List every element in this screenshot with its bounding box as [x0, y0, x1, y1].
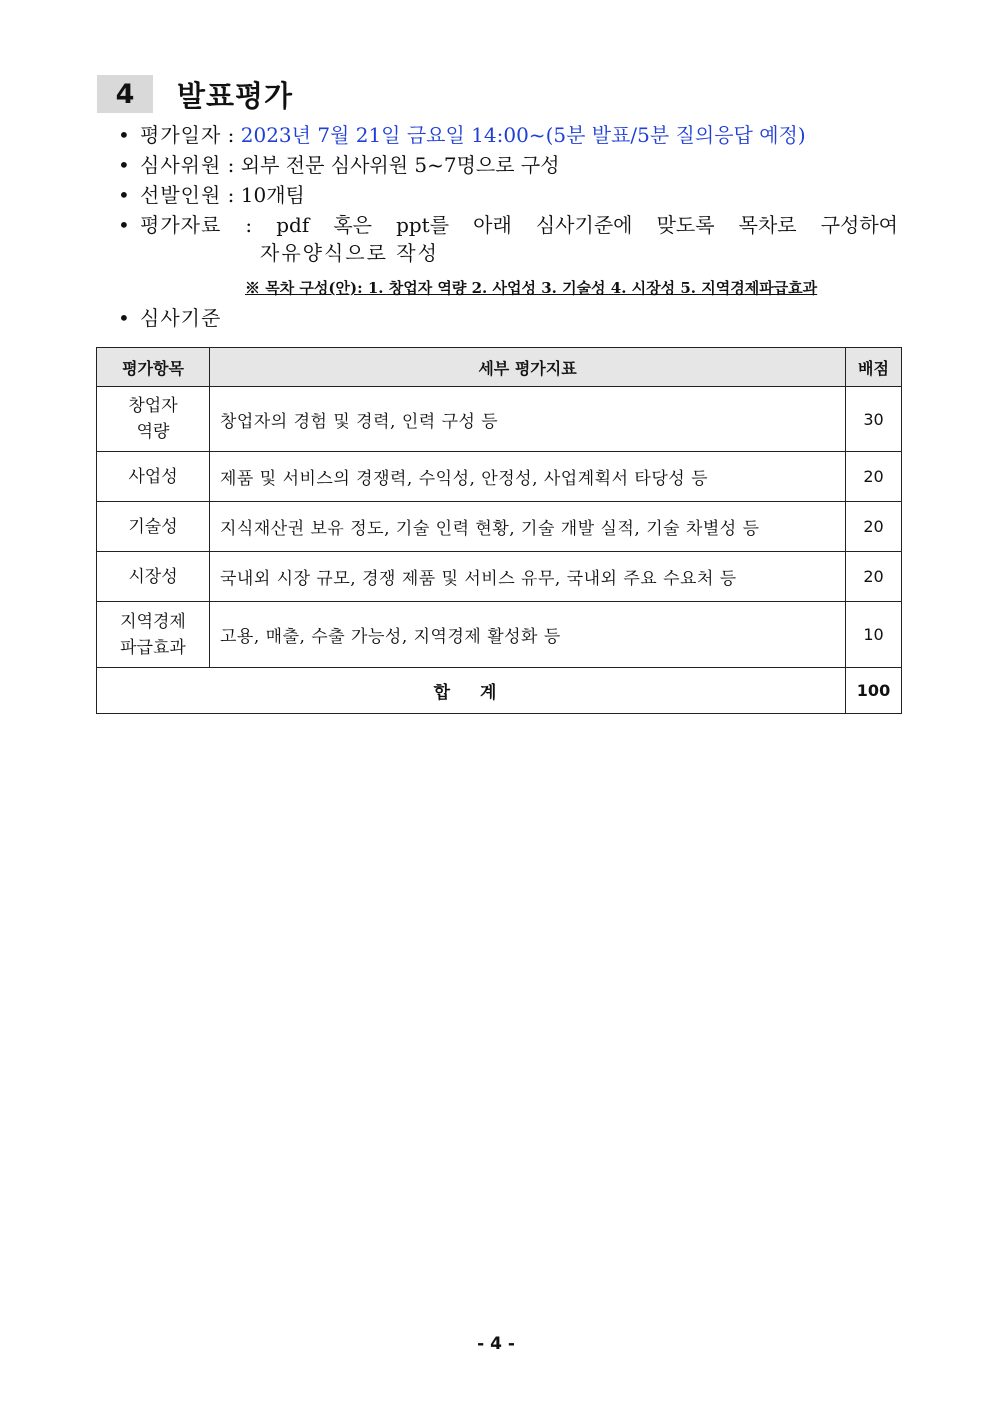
row-score: 20	[846, 552, 902, 602]
header-description: 세부 평가지표	[210, 348, 846, 387]
word: ppt를	[396, 213, 450, 237]
word: 구성하여	[820, 213, 898, 237]
bullet-icon: •	[118, 183, 130, 207]
table-row	[97, 452, 902, 502]
item-separator: :	[245, 213, 253, 237]
category-line: 사업성	[128, 466, 178, 487]
item-value-line2: 자유양식으로 작성	[260, 241, 439, 265]
category-line: 시장성	[128, 566, 178, 587]
table-row	[97, 387, 902, 452]
word: 맞도록	[656, 213, 715, 237]
toc-note: ※ 목차 구성(안): 1. 창업자 역량 2. 사업성 3. 기술성 4. 시장성 5. 지역경제파급효과	[245, 279, 818, 297]
category-line: 파급효과	[120, 637, 186, 658]
section-title: 발표평가	[177, 78, 294, 113]
header-category: 평가항목	[97, 348, 210, 387]
table-total-row	[97, 668, 902, 714]
section-number: 4	[97, 75, 153, 113]
item-separator: :	[227, 183, 235, 207]
row-category	[97, 452, 210, 502]
item-value: 10개팀	[240, 183, 305, 207]
category-line: 지역경제	[120, 611, 186, 632]
row-category	[97, 387, 210, 452]
item-value: 외부 전문 심사위원 5~7명으로 구성	[240, 153, 560, 177]
row-description: 지식재산권 보유 정도, 기술 인력 현황, 기술 개발 실적, 기술 차별성 등	[210, 502, 846, 552]
table-header-row	[97, 348, 902, 387]
row-score: 30	[846, 387, 902, 452]
bullet-icon: •	[118, 153, 130, 177]
header-score: 배점	[846, 348, 902, 387]
item-label: 평가자료	[140, 213, 222, 237]
item-judges	[118, 151, 560, 179]
row-category	[97, 552, 210, 602]
word: 아래	[473, 213, 512, 237]
item-label: 심사기준	[140, 306, 222, 330]
item-value: 2023년 7월 21일 금요일 14:00~(5분 발표/5분 질의응답 예정)	[240, 123, 806, 147]
word: pdf	[276, 213, 310, 237]
category-line: 역량	[136, 422, 170, 442]
row-description: 국내외 시장 규모, 경쟁 제품 및 서비스 유무, 국내외 주요 수요처 등	[210, 552, 846, 602]
total-label: 합 계	[97, 668, 846, 714]
item-label: 평가일자	[140, 123, 222, 147]
evaluation-table	[96, 347, 902, 714]
row-score: 20	[846, 502, 902, 552]
item-label: 선발인원	[140, 183, 222, 207]
item-criteria	[118, 304, 221, 332]
item-materials	[118, 211, 898, 267]
row-category	[97, 502, 210, 552]
table-row	[97, 602, 902, 668]
table-row	[97, 552, 902, 602]
section-heading	[97, 74, 293, 114]
item-label: 심사위원	[140, 153, 222, 177]
item-selection	[118, 181, 305, 209]
page-number: - 4 -	[477, 1334, 515, 1354]
item-separator: :	[227, 153, 235, 177]
bullet-icon: •	[118, 123, 130, 147]
item-separator: :	[227, 123, 235, 147]
row-description: 고용, 매출, 수출 가능성, 지역경제 활성화 등	[210, 602, 846, 668]
row-score: 20	[846, 452, 902, 502]
category-line: 창업자	[128, 396, 178, 416]
row-category	[97, 602, 210, 668]
category-line: 기술성	[128, 516, 178, 537]
row-description: 창업자의 경험 및 경력, 인력 구성 등	[210, 387, 846, 452]
word: 심사기준에	[535, 213, 633, 237]
bullet-icon: •	[118, 213, 130, 237]
word: 목차로	[738, 213, 797, 237]
row-score: 10	[846, 602, 902, 668]
word: 혹은	[333, 213, 372, 237]
row-description: 제품 및 서비스의 경쟁력, 수익성, 안정성, 사업계획서 타당성 등	[210, 452, 846, 502]
bullet-icon: •	[118, 306, 130, 330]
total-score: 100	[846, 668, 902, 714]
table-row	[97, 502, 902, 552]
item-eval-date	[118, 121, 806, 149]
